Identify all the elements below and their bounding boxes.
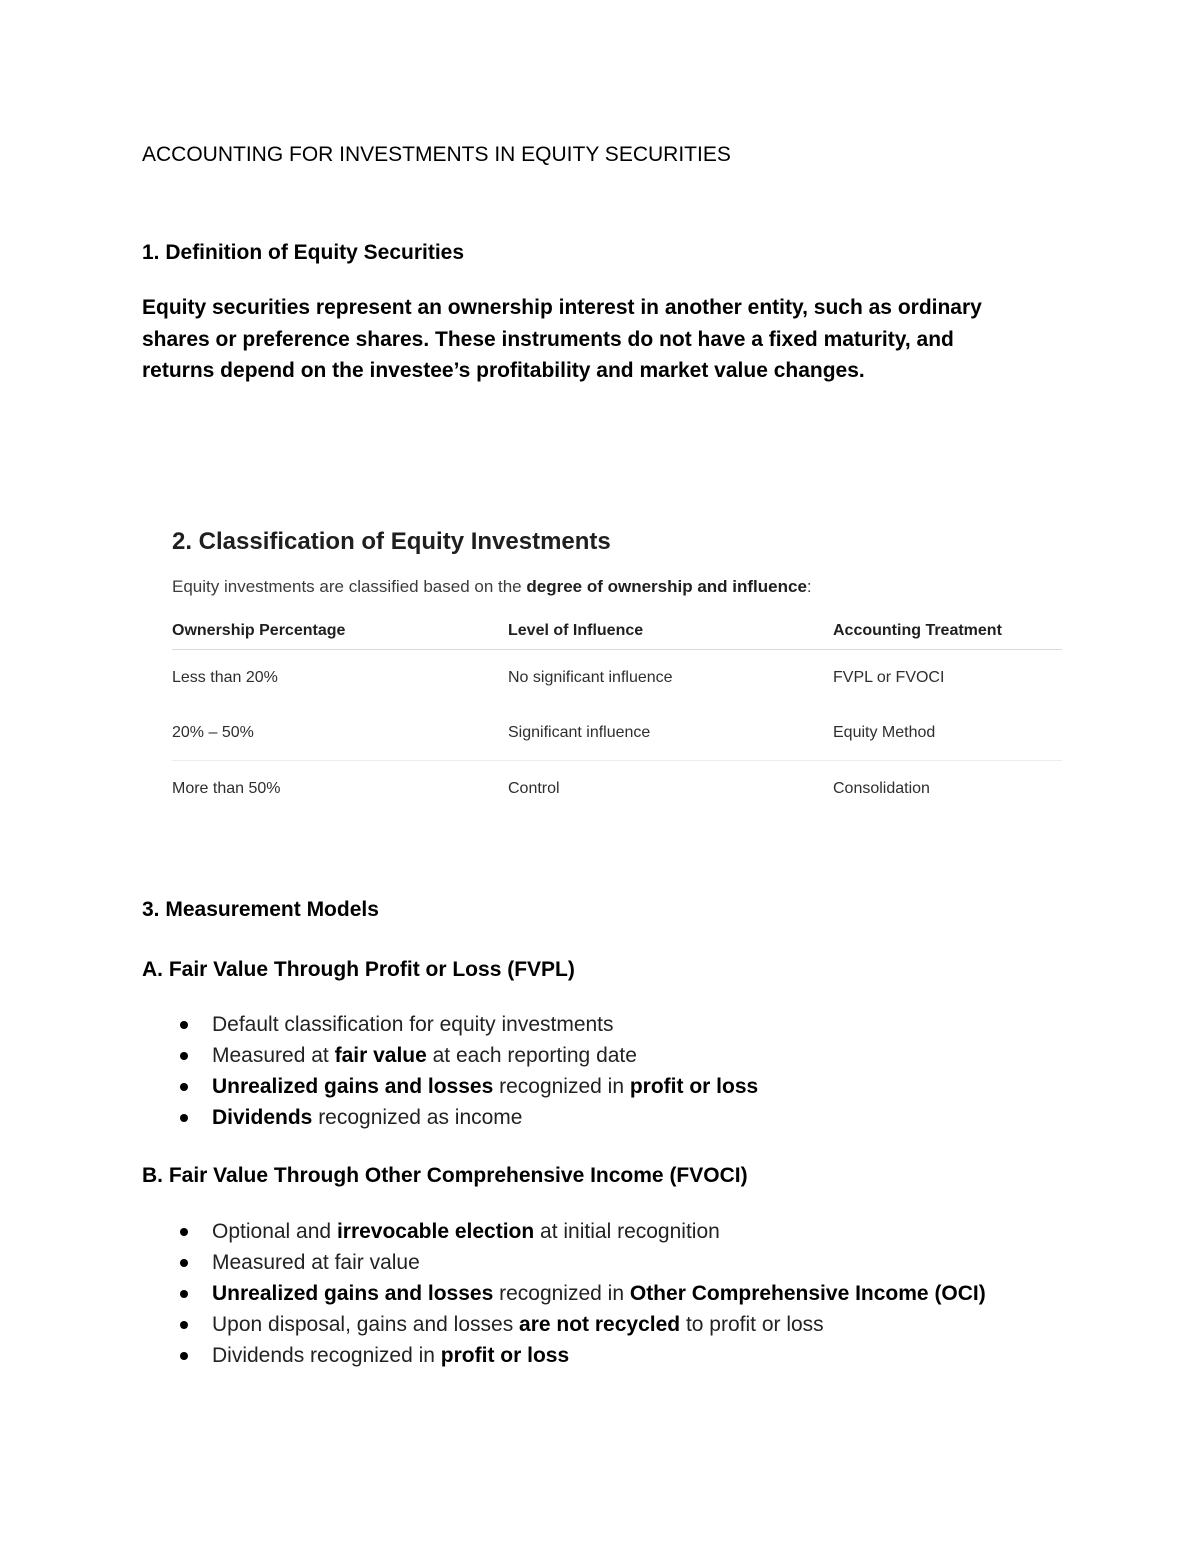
list-item: Upon disposal, gains and losses are not recycled to profit or loss	[142, 1309, 1042, 1340]
table-cell: Control	[508, 779, 560, 797]
classification-intro	[172, 577, 812, 597]
list-item: Measured at fair value at each reporting date	[142, 1040, 1042, 1071]
list-item: Measured at fair value	[142, 1247, 1042, 1278]
intro-colon: :	[806, 577, 812, 596]
subsection-heading-fvpl: A. Fair Value Through Profit or Loss (FVPL)	[142, 958, 575, 981]
classification-heading: 2. Classification of Equity Investments	[172, 528, 611, 555]
column-header-influence: Level of Influence	[508, 612, 833, 650]
table-cell: Significant influence	[508, 705, 833, 761]
classification-table	[172, 612, 1062, 816]
intro-emphasis: degree of ownership and influence	[526, 577, 807, 596]
list-item: Dividends recognized in profit or loss	[142, 1340, 1042, 1371]
table-header-row	[172, 612, 1062, 650]
bullet-icon	[180, 1083, 188, 1091]
table-cell: FVPL or FVOCI	[833, 668, 945, 686]
fvpl-list	[142, 1009, 1042, 1133]
table-cell: No significant influence	[508, 668, 673, 686]
bullet-icon	[180, 1321, 188, 1329]
fvoci-list	[142, 1216, 1042, 1371]
section-heading-measurement: 3. Measurement Models	[142, 898, 379, 921]
bullet-icon	[180, 1352, 188, 1360]
column-header-treatment: Accounting Treatment	[833, 612, 1062, 650]
subsection-heading-fvoci: B. Fair Value Through Other Comprehensive Income (FVOCI)	[142, 1164, 748, 1187]
list-item: Unrealized gains and losses recognized in Other Comprehensive Income (OCI)	[142, 1278, 1042, 1309]
column-header-ownership: Ownership Percentage	[172, 612, 508, 650]
table-cell: Equity Method	[833, 705, 1062, 761]
table-cell: 20% – 50%	[172, 705, 508, 761]
definition-paragraph: Equity securities represent an ownership interest in another entity, such as ordinary shares or preference shares. These instruments do not have a fixed maturity, and returns depend on the investee’s profitability and market value changes.	[142, 296, 982, 382]
table-cell: Consolidation	[833, 779, 930, 797]
list-item: Optional and irrevocable election at initial recognition	[142, 1216, 1042, 1247]
bullet-icon	[180, 1290, 188, 1298]
table-cell: More than 50%	[172, 779, 281, 797]
bullet-icon	[180, 1114, 188, 1122]
table-row	[172, 650, 1062, 706]
intro-text: Equity investments are classified based on the	[172, 577, 527, 596]
bullet-icon	[180, 1228, 188, 1236]
bullet-icon	[180, 1021, 188, 1029]
list-item: Unrealized gains and losses recognized in profit or loss	[142, 1071, 1042, 1102]
list-item: Dividends recognized as income	[142, 1102, 1042, 1133]
section-heading-definition: 1. Definition of Equity Securities	[142, 241, 465, 264]
table-row	[172, 761, 1062, 817]
table-cell: Less than 20%	[172, 668, 278, 686]
table-row	[172, 705, 1062, 761]
bullet-icon	[180, 1052, 188, 1060]
bullet-icon	[180, 1259, 188, 1267]
document-title: ACCOUNTING FOR INVESTMENTS IN EQUITY SECURITIES	[142, 143, 731, 166]
list-item: Default classification for equity investments	[142, 1009, 1042, 1040]
